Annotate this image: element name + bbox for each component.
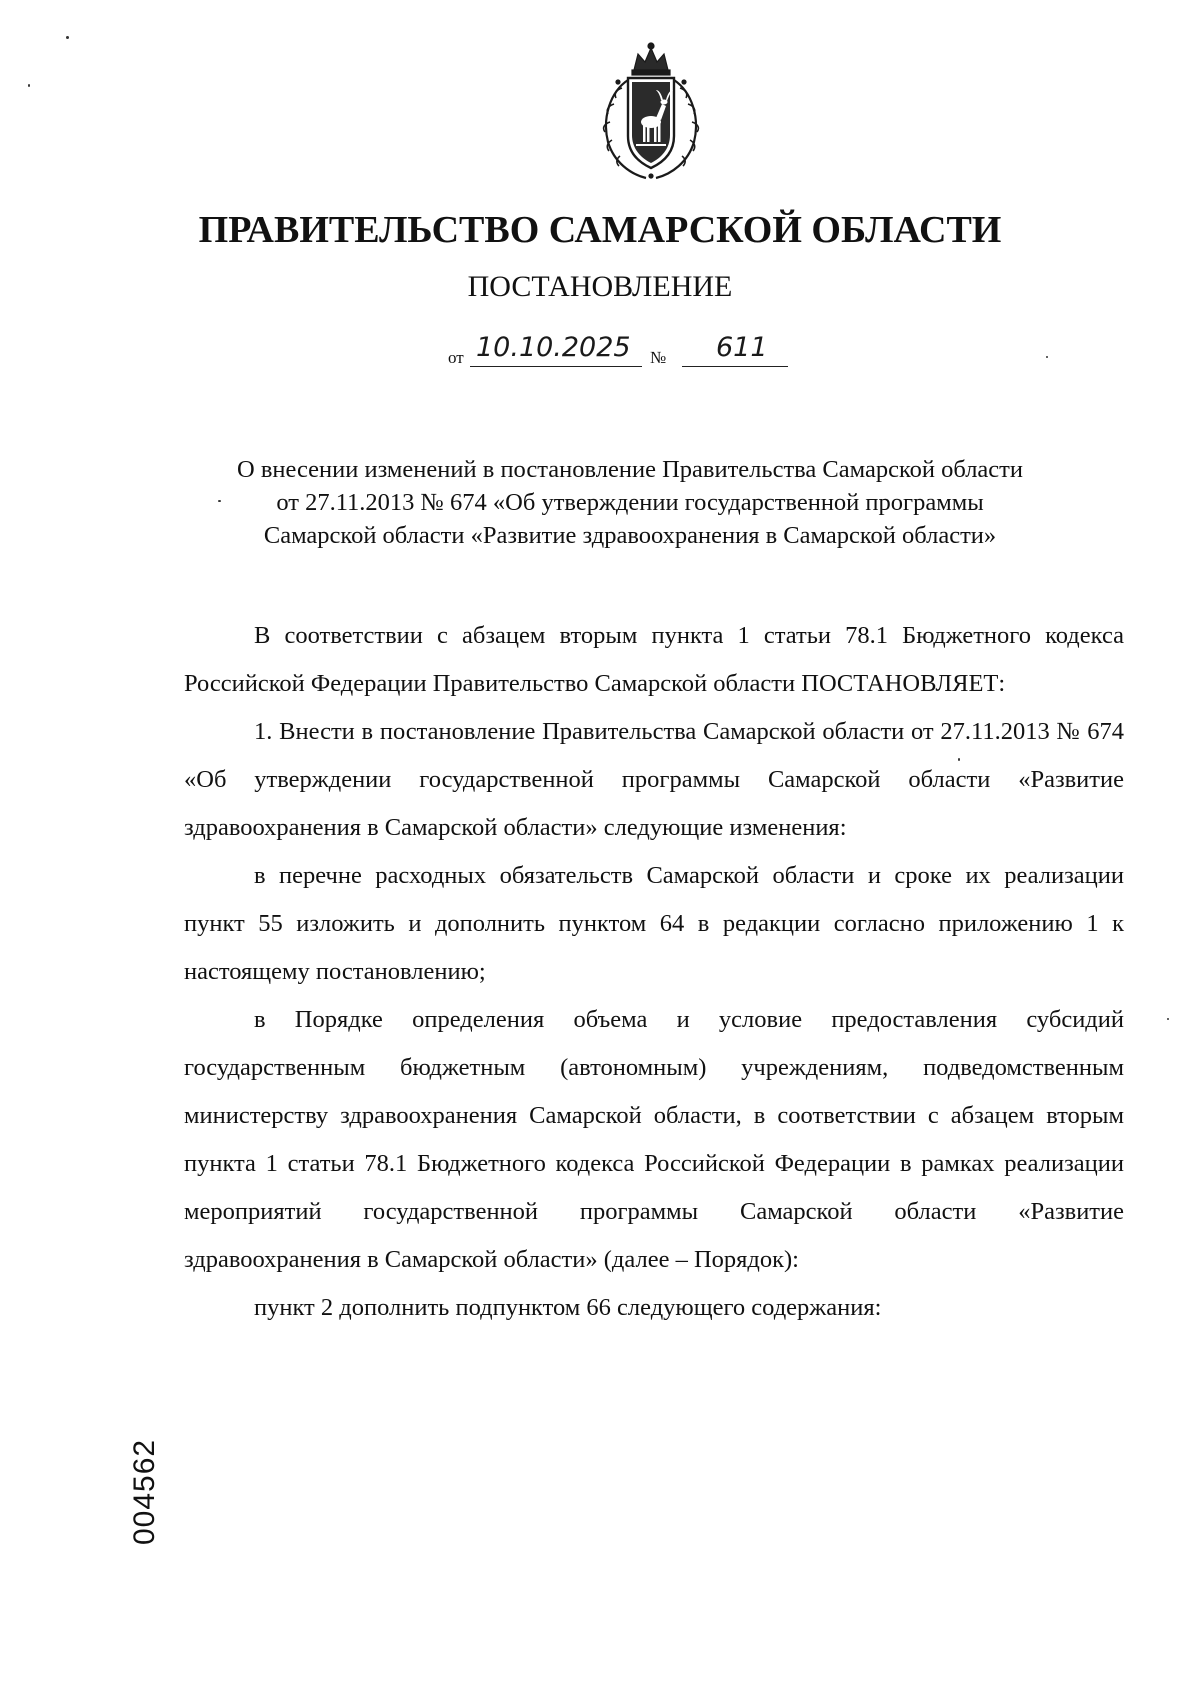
paragraph-expenditures: в перечне расходных обязательств Самарской области и сроке их реализации пункт 55 изложить и дополнить пунктом 64 в редакции согласно приложению 1 к настоящему постановлению; <box>184 862 1124 985</box>
paragraph-subitem: пункт 2 дополнить подпунктом 66 следующего содержания: <box>254 1294 882 1321</box>
handwritten-date: 10.10.2025 <box>476 332 631 363</box>
serial-number-text: 004562 <box>128 1438 161 1545</box>
government-title: ПРАВИТЕЛЬСТВО САМАРСКОЙ ОБЛАСТИ <box>198 209 1002 251</box>
subject-line-1: О внесении изменений в постановление Правительства Самарской области <box>237 456 1023 483</box>
paragraph-preamble: В соответствии с абзацем вторым пункта 1 статьи 78.1 Бюджетного кодекса Российской Федерации Правительство Самарской области ПОСТАНОВЛЯЕТ: <box>184 622 1124 697</box>
document-body <box>184 612 1124 1332</box>
paragraph-procedure: в Порядке определения объема и условие предоставления субсидий государственным бюджетным (автономным) учреждениям, подведомственным министерству здравоохранения Самарской области, в соответствии с абзацем вторым пункта 1 статьи 78.1 Бюджетного кодекса Российской Федерации в рамках реализации мероприятий государственной программы Самарской области «Развитие здравоохранения в Самарской области» (далее – Порядок): <box>184 1006 1124 1273</box>
number-underline <box>682 366 788 367</box>
handwritten-number: 611 <box>716 332 768 363</box>
scan-speck <box>66 36 69 39</box>
date-underline <box>470 366 642 367</box>
scan-speck <box>28 84 30 87</box>
document-subject <box>150 453 1110 552</box>
scan-speck <box>958 758 960 761</box>
scan-speck <box>1167 1018 1169 1020</box>
paragraph-item-1: 1. Внести в постановление Правительства Самарской области от 27.11.2013 № 674 «Об утверждении государственной программы Самарской области «Развитие здравоохранения в Самарской области» следующие изменения: <box>184 718 1124 841</box>
scan-speck <box>218 500 221 502</box>
date-prefix: от <box>448 348 464 367</box>
number-prefix: № <box>650 348 667 367</box>
document-type: ПОСТАНОВЛЕНИЕ <box>467 270 733 303</box>
subject-line-3: Самарской области «Развитие здравоохранения в Самарской области» <box>263 522 997 549</box>
date-number-line <box>440 332 860 376</box>
margin-serial-number <box>115 1428 175 1548</box>
coat-of-arms-icon <box>588 40 714 182</box>
subject-line-2: от 27.11.2013 № 674 «Об утверждении государственной программы <box>276 489 984 516</box>
scan-speck <box>1046 356 1048 358</box>
